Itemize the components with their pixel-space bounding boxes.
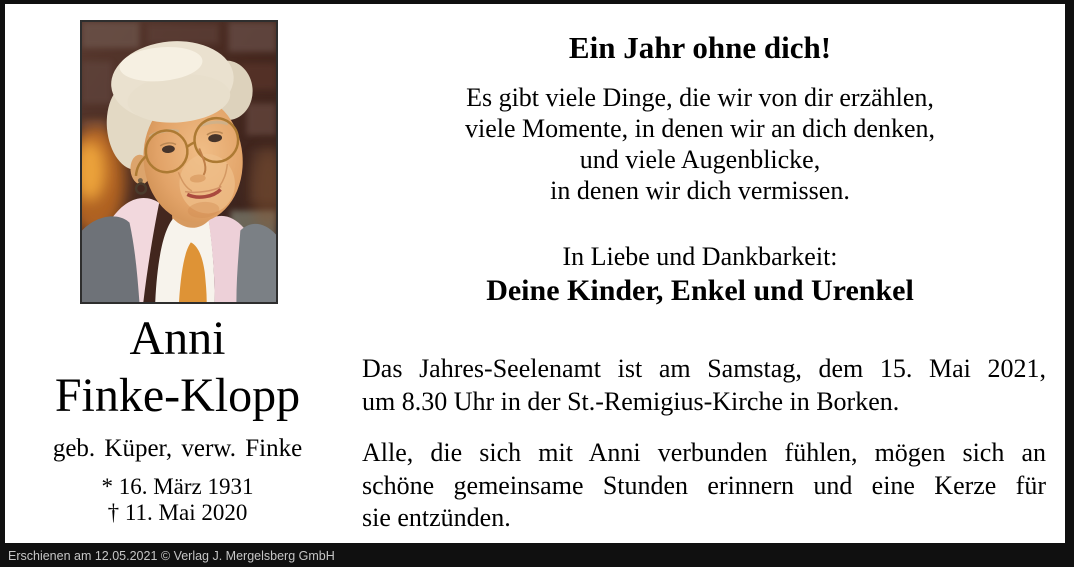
portrait-photo [80, 20, 278, 304]
publication-footer: Erschienen am 12.05.2021 © Verlag J. Mergelsberg GmbH [8, 549, 335, 563]
memorial-card [5, 4, 1065, 543]
birth-date-line: * 16. März 1931 [101, 474, 254, 499]
poem-line: viele Momente, in denen wir an dich denken, [464, 114, 936, 143]
poem-line: in denen wir dich vermissen. [550, 176, 850, 205]
deceased-last-name: Finke-Klopp [54, 369, 301, 422]
memorial-poem [350, 82, 1050, 206]
maiden-name-line: geb. Küper, verw. Finke [52, 435, 303, 462]
invitation-paragraph [362, 437, 1046, 535]
portrait-illustration [82, 22, 276, 302]
memorial-headline: Ein Jahr ohne dich! [568, 30, 832, 65]
service-paragraph [362, 353, 1046, 418]
poem-line: Es gibt viele Dinge, die wir von dir erzählen, [466, 83, 934, 112]
tribute-intro: In Liebe und Dankbarkeit: [562, 242, 838, 271]
invitation-line: sie entzünden. [362, 503, 511, 532]
invitation-line: schöne gemeinsame Stunden erinnern und eine Kerze für [362, 470, 1046, 500]
tribute-signature: Deine Kinder, Enkel und Urenkel [486, 274, 914, 307]
deceased-first-name: Anni [129, 312, 226, 365]
invitation-line: Alle, die sich mit Anni verbunden fühlen, mögen sich an [362, 438, 1046, 467]
service-line: um 8.30 Uhr in der St.-Remigius-Kirche in Borken. [362, 386, 900, 416]
service-line: Das Jahres-Seelenamt ist am Samstag, dem 15. Mai 2021, [362, 354, 1046, 383]
death-date-line: † 11. Mai 2020 [107, 500, 248, 525]
poem-line: und viele Augenblicke, [579, 145, 821, 174]
